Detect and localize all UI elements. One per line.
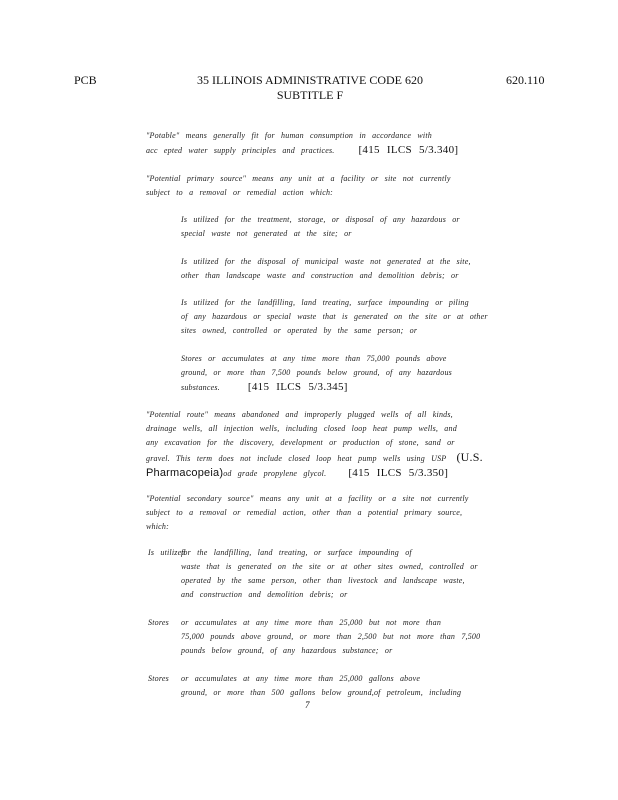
secondary-item-2 [148, 616, 480, 658]
definition-potential-route [146, 408, 483, 481]
definition-potential-primary-source [146, 172, 451, 200]
text-line: or accumulates at any time more than 25,000 gallons above [181, 674, 421, 683]
text-span: gravel. This term does not include closed loop heat pump wells using USP [146, 454, 447, 463]
text-line: ground, or more than 7,500 pounds below ground, of any hazardous [181, 368, 452, 377]
text-line: 75,000 pounds above ground, or more than 2,500 but not more than 7,500 [181, 632, 481, 641]
header-title: 35 ILLINOIS ADMINISTRATIVE CODE 620 [197, 73, 423, 87]
text-line: "Potential primary source" means any unit at a facility or site not currently [146, 174, 451, 183]
text-line: "Potential route" means abandoned and improperly plugged wells of all kinds, [146, 410, 453, 419]
text-line: Is utilized for the landfilling, land treating, surface impounding or piling [181, 298, 469, 307]
header-left: PCB [74, 73, 97, 87]
text-span: acc epted water supply principles and practices. [146, 146, 335, 155]
text-line: ground, or more than 500 gallons below ground,of petroleum, including [181, 688, 462, 697]
text-line: Is utilized for the treatment, storage, or disposal of any hazardous or [181, 215, 460, 224]
text-line: special waste not generated at the site; or [181, 229, 352, 238]
header-subtitle: SUBTITLE F [276, 88, 344, 102]
item-lead: Is utilized [148, 548, 186, 557]
definition-potable [146, 129, 458, 158]
text-line: which: [146, 522, 169, 531]
text-line: subject to a removal or remedial action, other than a potential primary source, [146, 508, 463, 517]
primary-item-2 [181, 255, 471, 283]
text-line: "Potable" means generally fit for human consumption in accordance with [146, 131, 432, 140]
definition-potential-secondary-source [146, 492, 469, 534]
text-line: any excavation for the discovery, development or production of stone, sand or [146, 438, 455, 447]
text-span: (U.S. [456, 450, 483, 464]
text-line: or accumulates at any time more than 25,000 but not more than [181, 618, 442, 627]
primary-item-3 [181, 296, 488, 338]
text-span: od grade propylene glycol. [223, 469, 327, 478]
item-lead: Stores [148, 618, 169, 627]
primary-item-1 [181, 213, 460, 241]
secondary-item-1 [148, 546, 478, 602]
item-body [181, 616, 480, 658]
primary-item-4 [181, 352, 452, 395]
text-line: operated by the same person, other than livestock and landscape waste, [181, 576, 465, 585]
text-line: Stores or accumulates at any time more than 75,000 pounds above [181, 354, 447, 363]
text-line: subject to a removal or remedial action which: [146, 188, 334, 197]
citation: [415 ILCS 5/3.345] [247, 381, 348, 393]
text-line: Is utilized for the disposal of municipal waste not generated at the site, [181, 257, 471, 266]
text-line [146, 450, 483, 466]
text-line [181, 380, 452, 395]
text-line: for the landfilling, land treating, or surface impounding of [181, 548, 412, 557]
text-span: Pharmacopeia) [146, 467, 224, 479]
text-line [146, 143, 458, 158]
text-line: waste that is generated on the site or at other sites owned, controlled or [181, 562, 478, 571]
text-line: drainage wells, all injection wells, including closed loop heat pump wells, and [146, 424, 457, 433]
page-number: 7 [305, 700, 310, 710]
text-line: "Potential secondary source" means any unit at a facility or a site not currently [146, 494, 469, 503]
item-body [181, 672, 461, 700]
text-line: of any hazardous or special waste that is generated on the site or at other [181, 312, 488, 321]
secondary-item-3 [148, 672, 461, 700]
text-line: pounds below ground, of any hazardous substance; or [181, 646, 393, 655]
header-section-number: 620.110 [506, 73, 545, 87]
citation: [415 ILCS 5/3.350] [348, 467, 449, 479]
text-span: substances. [181, 383, 220, 392]
text-line [146, 466, 483, 481]
citation: [415 ILCS 5/3.340] [358, 144, 459, 156]
item-body [181, 546, 478, 602]
text-line: other than landscape waste and construction and demolition debris; or [181, 271, 459, 280]
item-lead: Stores [148, 674, 169, 683]
text-line: and construction and demolition debris; or [181, 590, 348, 599]
text-line: sites owned, controlled or operated by the same person; or [181, 326, 418, 335]
